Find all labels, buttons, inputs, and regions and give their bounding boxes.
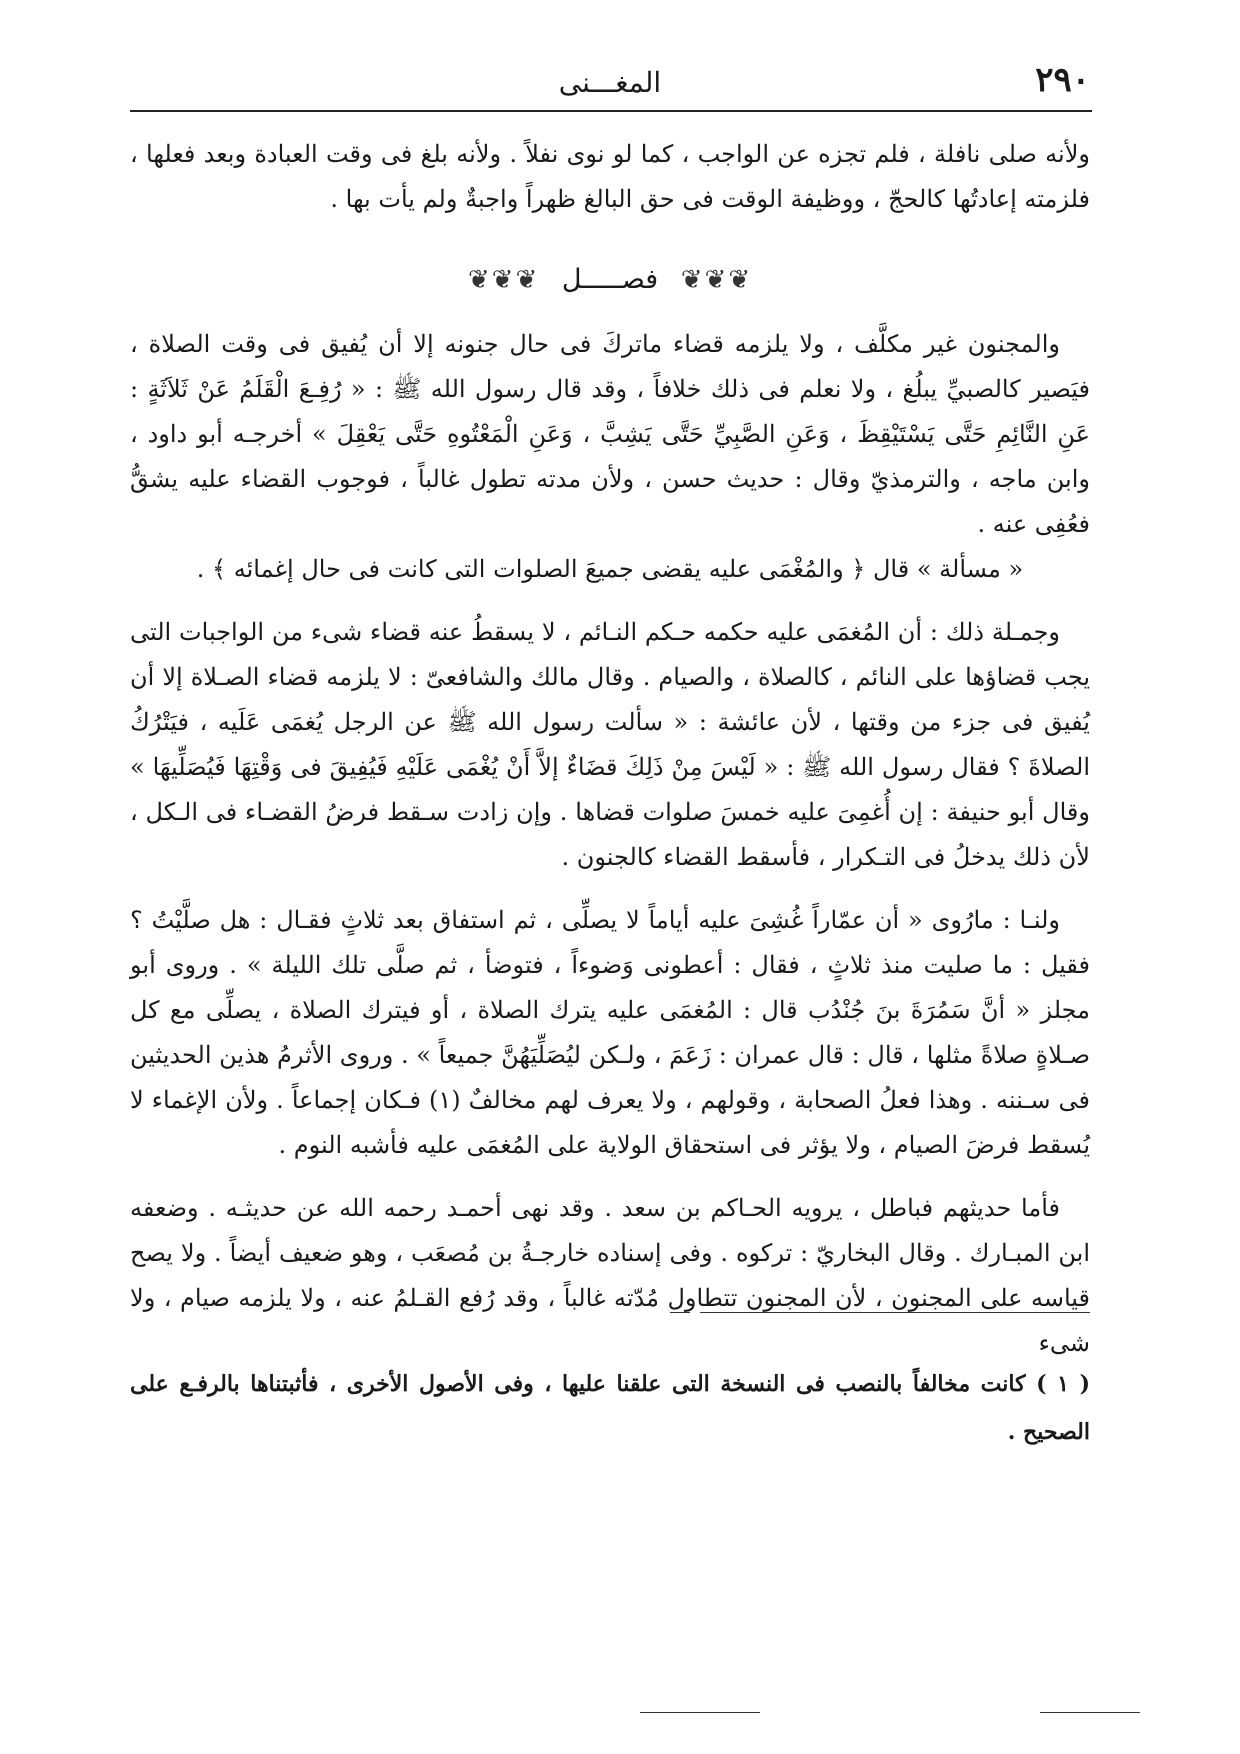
page-header: [130, 60, 1090, 110]
section-title: فصـــــل: [561, 264, 659, 295]
masala-statement: « مسألة » قال ﴿ والمُغْمَى عليه يقضى جميعَ الصلوات التى كانت فى حال إغمائه ﴾ .: [196, 555, 1024, 583]
ornament-icon: ❦❦❦: [467, 265, 540, 295]
paragraph: والمجنون غير مكلَّف ، ولا يلزمه قضاء ماتركَ فى حال جنونه إلا أن يُفيق فى وقت الصلاة ، فيَصير كالصبيِّ يبلُغ ، ولا نعلم فى ذلك خلافاً ، وقد قال رسول الله ﷺ : « رُفِـعَ الْقَلَمُ عَنْ ثَلاَثَةٍ : عَنِ النَّائِمِ حَتَّى يَسْتَيْقِظَ ، وَعَنِ الصَّبِيِّ حَتَّى يَشِبَّ ، وَعَنِ الْمَعْتُوهِ حَتَّى يَعْقِلَ » أخرجـه أبو داود ، وابن ماجه ، والترمذيّ وقال : حديث حسن ، ولأن مدته تطول غالباً ، فوجوب القضاء عليه يشقُّ فعُفِى عنه .: [130, 330, 1090, 538]
opening-paragraph-block: [130, 132, 1090, 222]
footnote: ( ١ ) كانت مخالفاً بالنصب فى النسخة التى علقنا عليها ، وفى الأصول الأخرى ، فأثبتناها بالرفـع على الصحيح .: [130, 1371, 1090, 1445]
paragraph: فأما حديثهم فباطل ، يرويه الحـاكم بن سعد . وقد نهى أحمـد رحمه الله عن حديثـه . وضعفه ابن المبـارك . وقال البخاريّ : تركوه . وفى إسناده خارجـةُ بن مُصعَب ، وهو ضعيف أيضاً . ولا يصح قياسه على المجنون ، لأن المجنون تتطاول مُدّته غالباً ، وقد رُفع القـلمُ عنه ، ولا يلزمه صيام ، ولا شىء: [130, 1194, 1090, 1357]
paragraph: ولنـا : مارُوى « أن عمّاراً غُشِىَ عليه أياماً لا يصلِّى ، ثم استفاق بعد ثلاثٍ فقـال : هل صلَّيْتُ ؟ فقيل : ما صليت منذ ثلاثٍ ، فقال : أعطونى وَضوءاً ، فتوضأ ، ثم صلَّى تلك الليلة » . وروى أبو مجلز « أنَّ سَمُرَةَ بنَ جُنْدُب قال : المُغمَى عليه يترك الصلاة ، أو فيترك الصلاة ، يصلِّى مع كل صـلاةٍ صلاةً مثلها ، قال : قال عمران : زَعَمَ ، ولـكن ليُصَلِّيَهُنَّ جميعاً » . وروى الأثرمُ هذين الحديثين فى سـننه . وهذا فعلُ الصحابة ، وقولهم ، ولا يعرف لهم مخالفٌ (١) فـكان إجماعاً . ولأن الإغماء لا يُسقط فرضَ الصيام ، ولا يؤثر فى استحقاق الولاية على المُغمَى عليه فأشبه النوم .: [130, 906, 1091, 1159]
bottom-rule: [1040, 1712, 1140, 1713]
section-heading: [130, 252, 1090, 308]
ornament-icon: ❦❦❦: [680, 265, 753, 295]
footnote-divider-dash: [670, 1312, 690, 1313]
paragraph: ولأنه صلى نافلة ، فلم تجزه عن الواجب ، كما لو نوى نفلاً . ولأنه بلغ فى وقت العبادة وبعد فعلها ، فلزمته إعادتُها كالحجّ ، ووظيفة الوقت فى حق البالغ ظهراً واجبةٌ ولم يأت بها .: [130, 140, 1090, 213]
book-title: المغـــنى: [558, 66, 662, 99]
paragraph: وجمـلة ذلك : أن المُغمَى عليه حكمه حـكم النـائم ، لا يسقطُ عنه قضاء شىء من الواجبات التى يجب قضاؤها على النائم ، كالصلاة ، والصيام . وقال مالك والشافعىّ : لا يلزمه قضاء الصـلاة إلا أن يُفيق فى جزء من وقتها ، لأن عائشة : « سألت رسول الله ﷺ عن الرجل يُغمَى عَلَيه ، فيَتْرُكُ الصلاةَ ؟ فقال رسول الله ﷺ : « لَيْسَ مِنْ ذَلِكَ قضَاءٌ إلاَّ أَنْ يُغْمَى عَلَيْهِ فَيُفِيقَ فى وَقْتِهَا فَيُصَلِّيهَا » وقال أبو حنيفة : إن أُغمِىَ عليه خمسَ صلوات قضاها . وإن زادت سـقط فرضُ القضـاء فى الـكل ، لأن ذلك يدخلُ فى التـكرار ، فأسقط القضاء كالجنون .: [130, 618, 1091, 871]
page-number: ٢٩٠: [1035, 60, 1090, 100]
footnote-divider: [700, 1312, 1090, 1313]
header-rule: [130, 110, 1092, 112]
main-text-block: [130, 322, 1090, 1366]
bottom-rule: [640, 1712, 760, 1713]
